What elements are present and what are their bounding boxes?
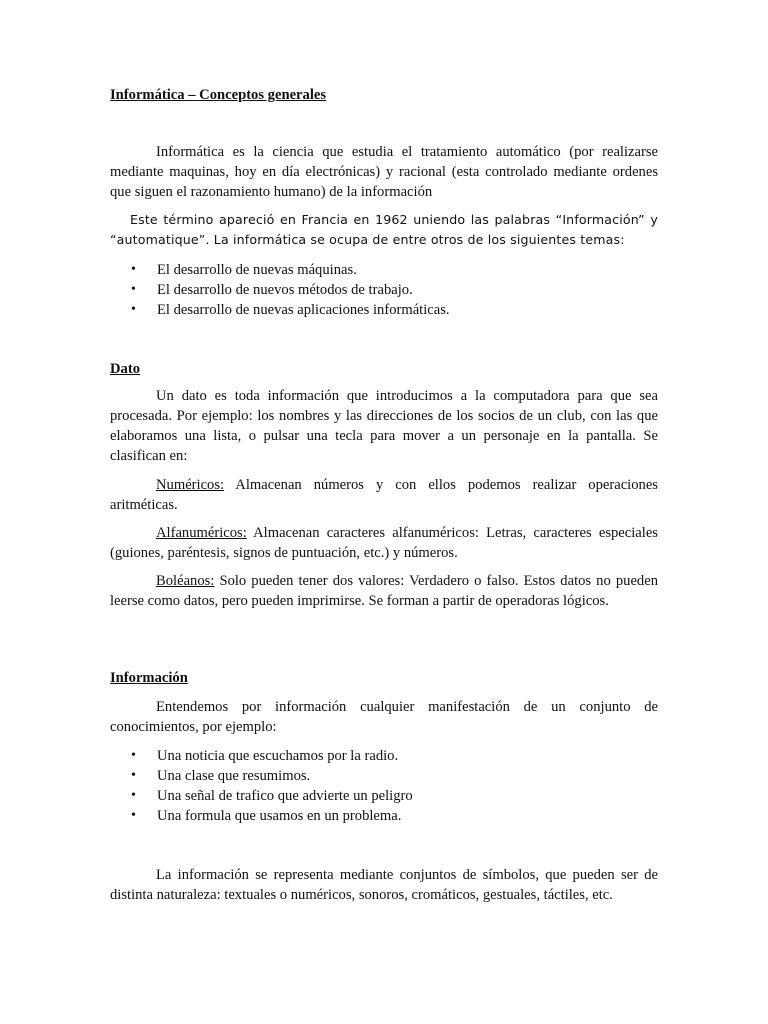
term-label: Alfanuméricos: <box>156 525 247 541</box>
section-heading-dato: Dato <box>110 361 140 377</box>
list-item: • Una clase que resumimos. <box>110 766 658 786</box>
dato-type-booleanos <box>110 571 658 611</box>
list-item: • Una noticia que escuchamos por la radio. <box>110 746 658 766</box>
term-label: Boléanos: <box>156 573 215 589</box>
section-heading-informacion: Información <box>110 670 188 686</box>
list-item: • El desarrollo de nuevas aplicaciones informáticas. <box>110 300 658 320</box>
list-item: • El desarrollo de nuevos métodos de trabajo. <box>110 280 658 300</box>
dato-type-alfanumericos <box>110 523 658 563</box>
dato-type-numericos <box>110 475 658 515</box>
document-title: Informática – Conceptos generales <box>110 87 327 103</box>
term-description: Almacenan caracteres alfanuméricos: Letras, caracteres especiales (guiones, paréntesis, signos de puntuación, etc.) y números. <box>110 525 658 561</box>
intro-paragraph: Informática es la ciencia que estudia el tratamiento automático (por realizarse mediante maquinas, hoy en día electrónicas) y racional (esta controlado mediante ordenes que siguen el razonamiento humano) de la información <box>110 144 658 200</box>
closing-paragraph: La información se representa mediante conjuntos de símbolos, que pueden ser de distinta naturaleza: textuales o numéricos, sonoros, cromáticos, gestuales, táctiles, etc. <box>110 867 658 903</box>
list-item: • El desarrollo de nuevas máquinas. <box>110 260 658 280</box>
origin-paragraph: Este término apareció en Francia en 1962 uniendo las palabras “Información” y “automatique”. La informática se ocupa de entre otros de los siguientes temas: <box>110 212 658 247</box>
informacion-paragraph: Entendemos por información cualquier manifestación de un conjunto de conocimientos, por ejemplo: <box>110 699 658 735</box>
topics-list <box>110 260 658 320</box>
term-label: Numéricos: <box>156 477 225 493</box>
dato-paragraph: Un dato es toda información que introducimos a la computadora para que sea procesada. Por ejemplo: los nombres y las direcciones de los socios de un club, con las que elaboramos una lista, o pulsar una tecla para mover a un personaje en la pantalla. Se clasifican en: <box>110 388 658 464</box>
list-item: • Una señal de trafico que advierte un peligro <box>110 786 658 806</box>
examples-list <box>110 746 658 826</box>
term-description: Solo pueden tener dos valores: Verdadero o falso. Estos datos no pueden leerse como datos, pero pueden imprimirse. Se forman a partir de operadoras lógicos. <box>110 573 658 609</box>
term-description: Almacenan números y con ellos podemos realizar operaciones aritméticas. <box>110 477 658 513</box>
list-item: • Una formula que usamos en un problema. <box>110 806 658 826</box>
